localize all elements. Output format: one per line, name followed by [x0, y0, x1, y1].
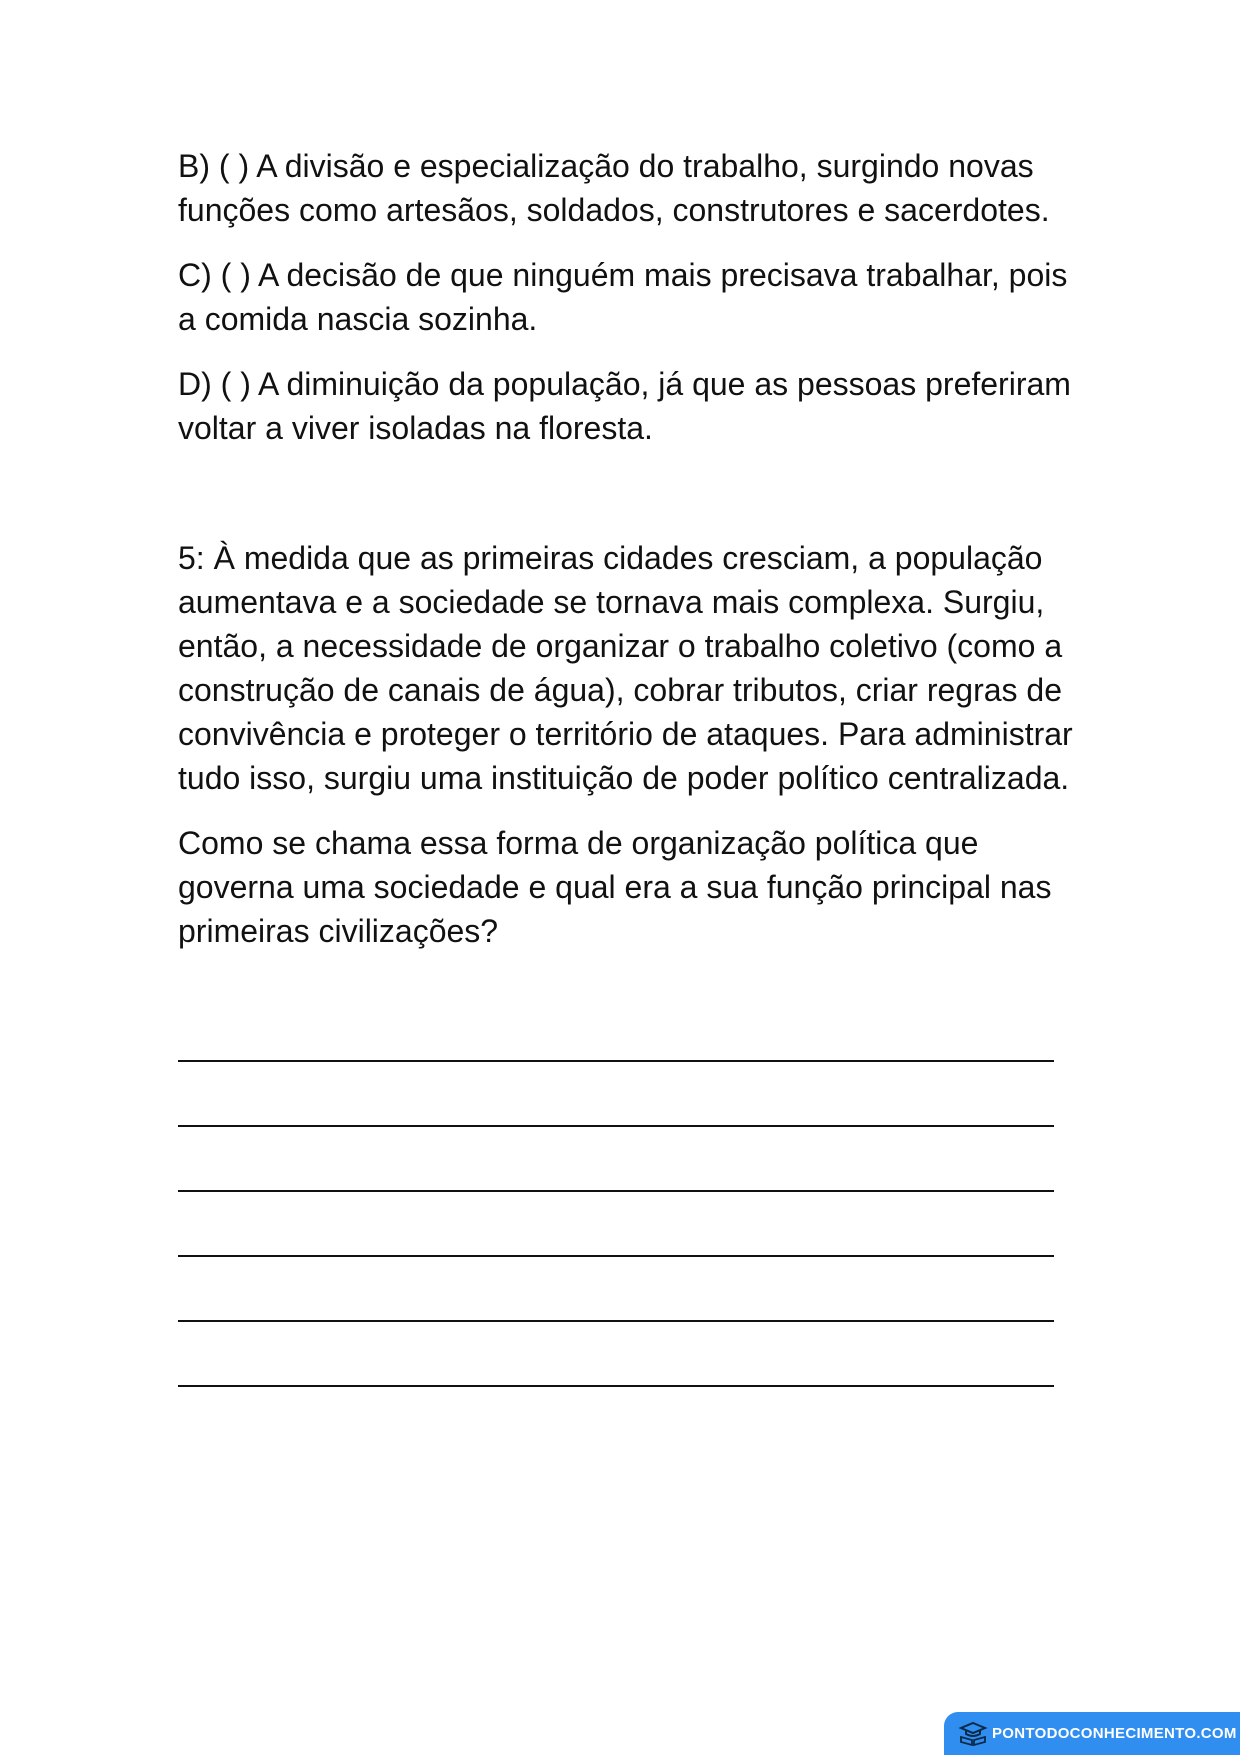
answer-line — [178, 1385, 1054, 1387]
brand-label: PONTODOCONHECIMENTO.COM — [992, 1725, 1237, 1742]
question-5-prompt: Como se chama essa forma de organização política que governa uma sociedade e qual era a sua função principal nas primeiras civilizações? — [178, 825, 1052, 949]
option-c: C) ( ) A decisão de que ninguém mais precisava trabalhar, pois a comida nascia sozinha. — [178, 257, 1068, 337]
option-d: D) ( ) A diminuição da população, já que as pessoas preferiram voltar a viver isoladas na floresta. — [178, 366, 1071, 446]
option-b: B) ( ) A divisão e especialização do trabalho, surgindo novas funções como artesãos, soldados, construtores e sacerdotes. — [178, 148, 1050, 228]
answer-line — [178, 1320, 1054, 1322]
answer-line — [178, 1060, 1054, 1062]
question-5-context: 5: À medida que as primeiras cidades cresciam, a população aumentava e a sociedade se tornava mais complexa. Surgiu, então, a necessidade de organizar o trabalho coletivo (como a construção de canais de água), cobrar tributos, criar regras de convivência e proteger o território de ataques. Para administrar tudo isso, surgiu uma instituição de poder político centralizada. — [178, 540, 1073, 796]
brand-badge[interactable] — [944, 1712, 1240, 1755]
answer-line — [178, 1255, 1054, 1257]
worksheet-content — [178, 144, 1078, 953]
answer-line — [178, 1190, 1054, 1192]
answer-line — [178, 1125, 1054, 1127]
graduation-book-icon — [958, 1721, 988, 1747]
answer-area — [178, 1060, 1054, 1450]
